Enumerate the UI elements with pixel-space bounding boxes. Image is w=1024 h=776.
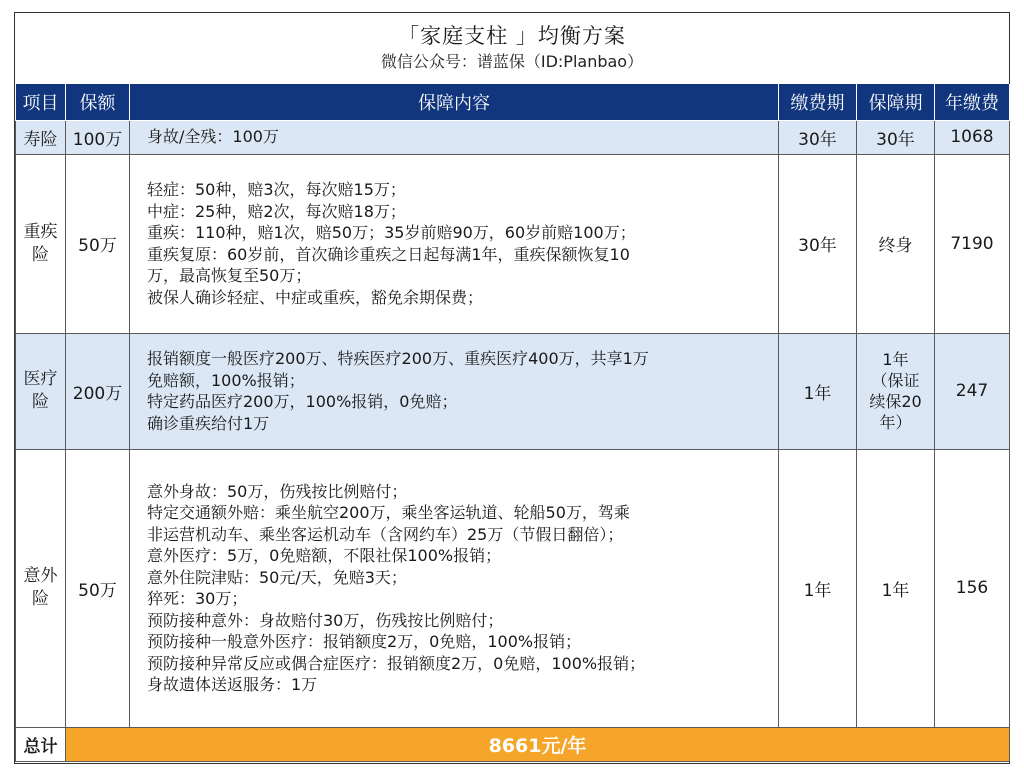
content-line: 意外医疗：5万，0免赔额，不限社保100%报销；	[147, 546, 502, 565]
row-content	[130, 449, 779, 727]
content-line: 特定药品医疗200万，100%报销，0免赔；	[147, 392, 458, 411]
cover-term-line: 年）	[879, 413, 912, 432]
row-pay-term: 30年	[779, 154, 857, 333]
row-item-line: 重疾	[23, 221, 58, 242]
content-line: 确诊重疾给付1万	[147, 413, 270, 433]
row-amount: 50万	[66, 449, 130, 727]
content-line: 猝死：30万；	[147, 589, 248, 608]
row-premium: 156	[935, 449, 1010, 727]
row-cover-term	[857, 333, 935, 449]
row-pay-term: 1年	[779, 333, 857, 449]
header-item: 项目	[16, 84, 66, 120]
content-line: 特定交通额外赔：乘坐航空200万，乘坐客运轨道、轮船50万，驾乘	[147, 503, 630, 522]
content-line: 非运营机动车、乘坐客运机动车（含网约车）25万（节假日翻倍）；	[147, 524, 624, 544]
row-premium: 247	[935, 333, 1010, 449]
header-pay-term: 缴费期	[779, 84, 857, 120]
table-header-row	[16, 84, 1010, 120]
table-row-critical-illness	[16, 154, 1010, 333]
table-row-accident	[16, 449, 1010, 727]
content-line: 身故遗体送返服务：1万	[147, 675, 318, 694]
page-title: 「家庭支柱 」均衡方案	[398, 24, 626, 48]
content-line: 意外身故：50万，伤残按比例赔付；	[147, 481, 408, 501]
row-premium: 1068	[935, 120, 1010, 154]
row-item-line: 险	[32, 244, 49, 265]
total-label: 总计	[16, 727, 66, 761]
content-line: 中症：25种，赔2次，每次赔18万；	[147, 201, 406, 221]
content-line: 预防接种一般意外医疗：报销额度2万，0免赔，100%报销；	[147, 632, 582, 651]
row-content	[130, 120, 779, 154]
row-item-line: 意外	[23, 566, 58, 586]
row-cover-term: 终身	[857, 154, 935, 333]
content-line: 重疾：110种，赔1次，赔50万；35岁前赔90万，60岁前赔100万；	[147, 223, 636, 242]
header-amount: 保额	[66, 84, 130, 120]
header-content: 保障内容	[130, 84, 779, 120]
content-line: 意外住院津贴：50元/天，免赔3天；	[147, 567, 407, 587]
title-block	[15, 13, 1009, 84]
header-premium: 年缴费	[935, 84, 1010, 120]
table-row-life	[16, 120, 1010, 154]
cover-term-line: （保证	[871, 371, 920, 390]
row-item-line: 险	[32, 589, 49, 609]
row-cover-term: 1年	[857, 449, 935, 727]
content-line: 万，最高恢复至50万；	[147, 266, 312, 285]
content-line: 报销额度一般医疗200万、特疾医疗200万、重疾医疗400万，共享1万	[147, 349, 649, 368]
row-premium: 7190	[935, 154, 1010, 333]
header-cover-term: 保障期	[857, 84, 935, 120]
row-amount: 200万	[66, 333, 130, 449]
row-item: 寿险	[16, 120, 66, 154]
row-content	[130, 333, 779, 449]
content-line: 轻症：50种，赔3次，每次赔15万；	[147, 180, 406, 199]
insurance-plan-table	[15, 84, 1010, 762]
row-amount: 100万	[66, 120, 130, 154]
content-line: 免赔额，100%报销；	[147, 370, 305, 390]
row-item-line: 险	[32, 392, 49, 412]
row-pay-term: 30年	[779, 120, 857, 154]
content-line: 重疾复原：60岁前，首次确诊重疾之日起每满1年，重疾保额恢复10	[147, 244, 630, 264]
cover-term-line: 1年	[882, 350, 909, 369]
row-pay-term: 1年	[779, 449, 857, 727]
table-row-medical	[16, 333, 1010, 449]
plan-table-frame	[14, 12, 1010, 764]
row-item	[16, 154, 66, 333]
row-item	[16, 333, 66, 449]
row-item-line: 医疗	[23, 369, 58, 389]
content-line: 身故/全残：100万	[147, 127, 279, 147]
content-line: 被保人确诊轻症、中症或重疾，豁免余期保费；	[147, 287, 484, 307]
cover-term-line: 续保20	[869, 392, 922, 411]
table-row-total	[16, 727, 1010, 761]
row-content	[130, 154, 779, 333]
row-amount: 50万	[66, 154, 130, 333]
row-item	[16, 449, 66, 727]
page-subtitle: 微信公众号：谱蓝保（ID:Planbao）	[380, 52, 644, 71]
row-cover-term: 30年	[857, 120, 935, 154]
content-line: 预防接种异常反应或偶合症医疗：报销额度2万，0免赔，100%报销；	[147, 653, 646, 673]
content-line: 预防接种意外：身故赔付30万，伤残按比例赔付；	[147, 610, 504, 630]
total-value: 8661元/年	[66, 727, 1010, 761]
